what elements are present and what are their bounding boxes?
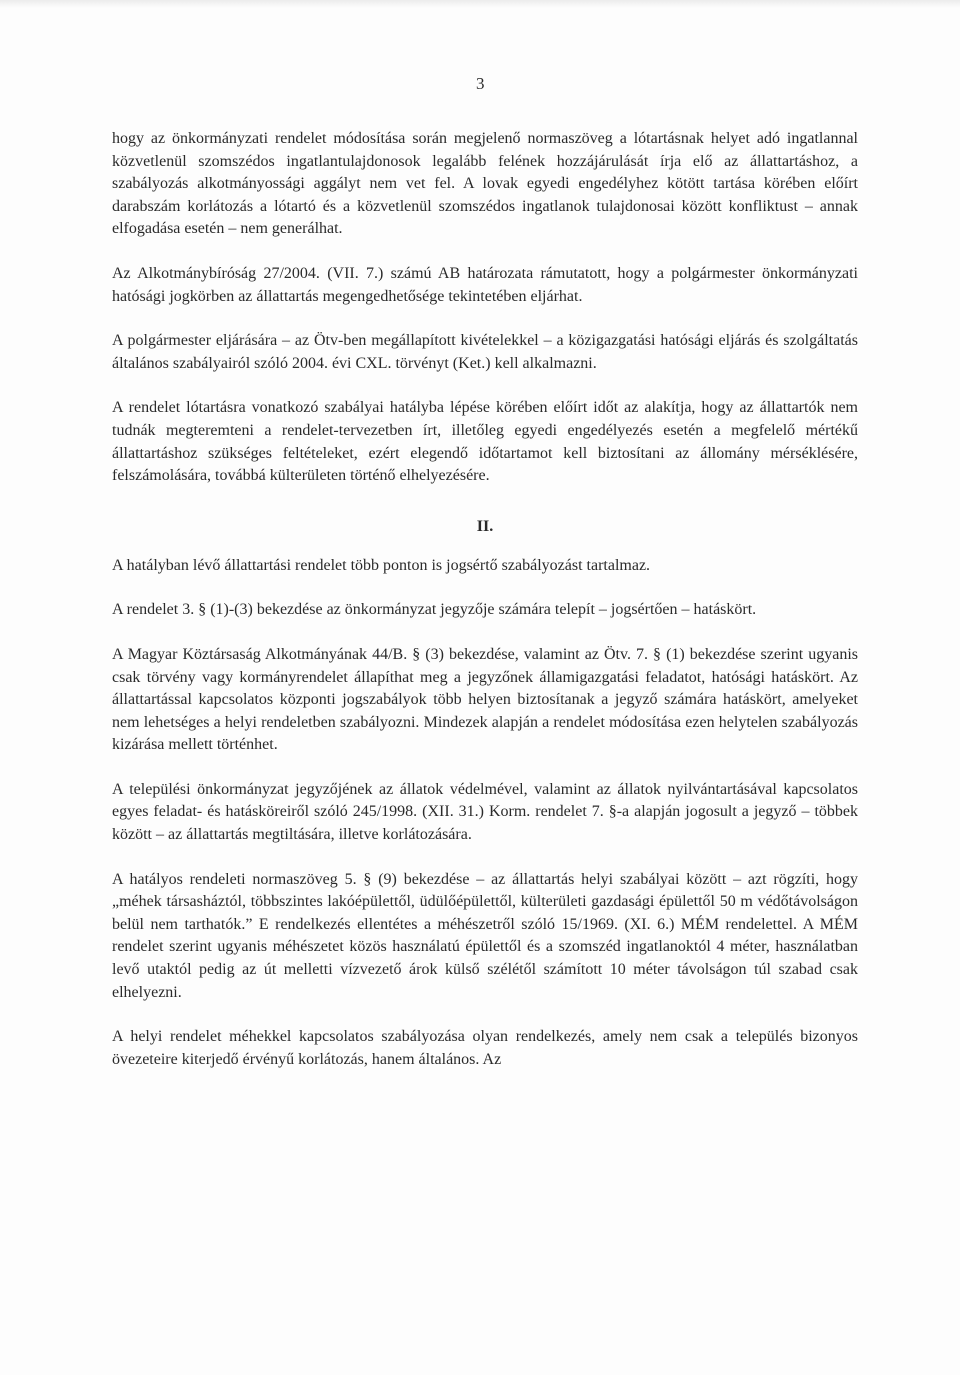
paragraph-korm-rendelet: A települési önkormányzat jegyzőjének az állatok védelmével, valamint az állatok nyilvántartásával kapcsolatos egyes feladat- és hatásköreiről szóló 245/1998. (XII. 31.) Korm. rendelet 7. §-a alapján jogosult a jegyző – többek között – az állattartás megtiltására, illetve korlátozására. (112, 780, 858, 844)
paragraph-transition: A rendelet lótartásra vonatkozó szabályai hatályba lépése körében előírt időt az alakítja, hogy az állattartók nem tudnák megteremteni a rendelet-tervezetben írt, illetőleg egyedi engedélyezés esetén a megfelelő mértékű állattartáshoz szükséges feltételeket, ezért elegendő időtartamot kell biztosítani az állomány mérséklésére, felszámolására, továbbá külterületen történő elhelyezésére. (112, 399, 858, 485)
paragraph-ab-decision: Az Alkotmánybíróság 27/2004. (VII. 7.) számú AB határozata rámutatott, hogy a polgármester önkormányzati hatósági jogkörben az állattartás megengedhetősége tekintetében eljárhat. (112, 264, 858, 305)
paragraph-ket: A polgármester eljárására – az Ötv-ben megállapított kivételekkel – a közigazgatási hatósági eljárás és szolgáltatás általános szabályairól szóló 2004. évi CXL. törvényt (Ket.) kell alkalmazni. (112, 332, 858, 372)
page-number: 3 (476, 74, 485, 93)
body-text (112, 128, 858, 1071)
scan-top-edge (0, 0, 960, 8)
section-heading: II. (476, 517, 494, 535)
paragraph-jegyzo-hataskor: A rendelet 3. § (1)-(3) bekezdése az önkormányzat jegyzője számára telepít – jogsértően – hatáskört. (112, 601, 757, 619)
paragraph-alkotmany: A Magyar Köztársaság Alkotmányának 44/B. § (3) bekezdése, valamint az Ötv. 7. § (1) bekezdése szerint ugyanis csak törvény vagy kormányrendelet állapíthat meg a jegyzőnek államigazgatási feladatot, hatósági hatáskört. Az állattartással kapcsolatos központi jogszabályok több helyen biztosítanak a jegyző számára hatáskört, amelyeket nem lehetséges a helyi rendeletben szabályozni. Mindezek alapján a rendelet módosítása ezen helytelen szabályozás kizárása mellett történhet. (112, 645, 858, 754)
paragraph-unlawful: A hatályban lévő állattartási rendelet több ponton is jogsértő szabályozást tartalmaz. (112, 556, 651, 574)
paragraph-helyi-rendelet: A helyi rendelet méhekkel kapcsolatos szabályozása olyan rendelkezés, amely nem csak a település bizonyos övezeteire kiterjedő érvényű korlátozás, hanem általános. Az (112, 1028, 858, 1068)
paragraph-mehek: A hatályos rendeleti normaszöveg 5. § (9) bekezdése – az állattartás helyi szabályai között – azt rögzíti, hogy „méhek társasháztól, többszintes lakóépülettől, üdülőépülettől, külterületi gazdasági épülettől 50 m védőtávolságon belül nem tarthatók.” E rendelkezés ellentétes a méhészetről szóló 15/1969. (XI. 6.) MÉM rendelettel. A MÉM rendelet szerint ugyanis méhészetet közös használatú épülettől és a szomszéd ingatlanoktól 4 méter, használatban levő utaktól pedig az út melletti vízvezető árok külső szélétől számított 10 méter távolságon túl szabad csak elhelyezni. (112, 870, 858, 1001)
paragraph-continuation: hogy az önkormányzati rendelet módosítása során megjelenő normaszöveg a lótartásnak helyet adó ingatlannal közvetlenül szomszédos ingatlantulajdonosok legalább felének hozzájárulását írja elő az állattartáshoz, a szabályozás alkotmányossági aggályt nem vet fel. A lovak egyedi engedélyhez kötött tartása körében előírt darabszám korlátozás a lótartó és a közvetlenül szomszédos ingatlanok tulajdonosai között konfliktust – annak elfogadása esetén – nem generálhat. (112, 130, 858, 238)
